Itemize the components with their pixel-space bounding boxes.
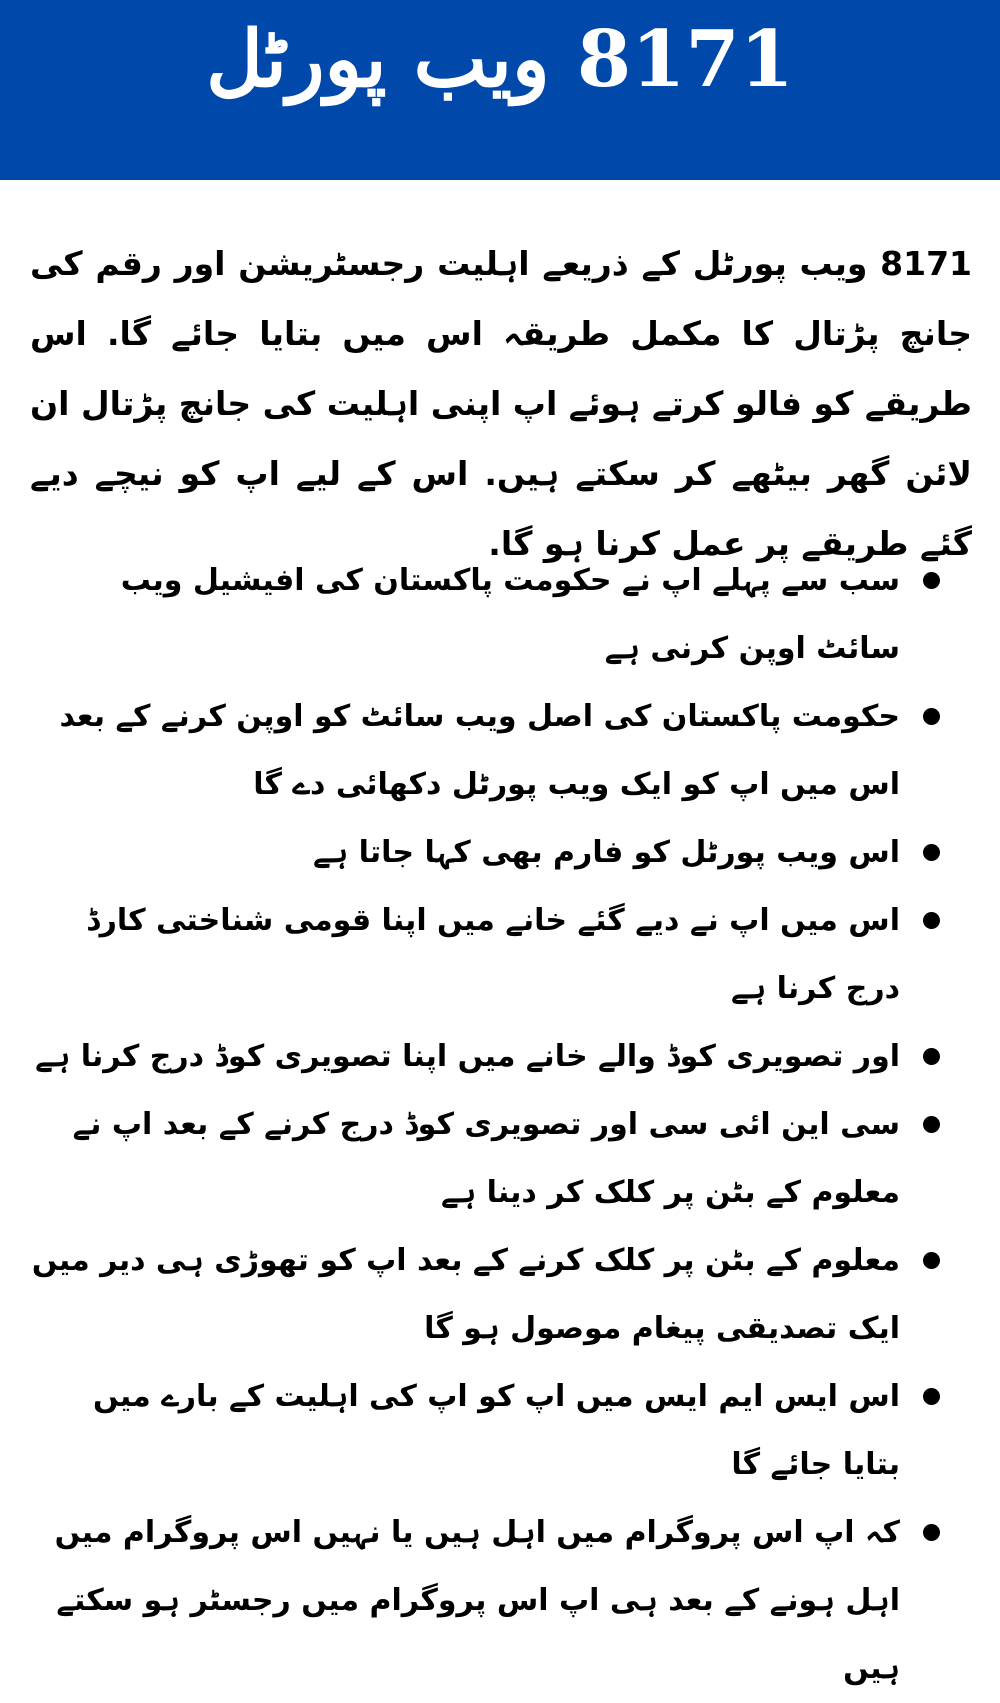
list-item xyxy=(30,1363,940,1499)
step-text: اور تصویری کوڈ والے خانے میں اپنا تصویری کوڈ درج کرنا ہے xyxy=(35,1039,900,1074)
step-text: سب سے پہلے اپ نے حکومت پاکستان کی افیشیل ویب سائٹ اوپن کرنی ہے xyxy=(120,563,900,666)
step-text: اس ویب پورٹل کو فارم بھی کہا جاتا ہے xyxy=(313,835,900,870)
bullet-icon xyxy=(923,572,940,589)
bullet-icon xyxy=(923,708,940,725)
bullet-icon xyxy=(923,1524,940,1541)
step-text: کہ اپ اس پروگرام میں اہل ہیں یا نہیں اس پروگرام میں اہل ہونے کے بعد ہی اپ اس پروگرام میں رجسٹر ہو سکتے ہیں xyxy=(54,1515,900,1686)
list-item xyxy=(30,1227,940,1363)
step-text: اس ایس ایم ایس میں اپ کو اپ کی اہلیت کے بارے میں بتایا جائے گا xyxy=(92,1379,900,1482)
list-item xyxy=(30,1091,940,1227)
list-item xyxy=(30,887,940,1023)
bullet-icon xyxy=(923,912,940,929)
page-title: 8171 ویب پورٹل xyxy=(206,13,794,105)
list-item xyxy=(30,547,940,683)
step-text: معلوم کے بٹن پر کلک کرنے کے بعد اپ کو تھوڑی ہی دیر میں ایک تصدیقی پیغام موصول ہو گا xyxy=(31,1243,900,1346)
bullet-icon xyxy=(923,1116,940,1133)
bullet-icon xyxy=(923,844,940,861)
bullet-icon xyxy=(923,1048,940,1065)
step-text: سی این ائی سی اور تصویری کوڈ درج کرنے کے بعد اپ نے معلوم کے بٹن پر کلک کر دینا ہے xyxy=(72,1107,900,1210)
bullet-icon xyxy=(923,1388,940,1405)
list-item xyxy=(30,1499,940,1703)
steps-list xyxy=(30,547,940,1703)
intro-paragraph: 8171 ویب پورٹل کے ذریعے اہلیت رجسٹریشن اور رقم کی جانچ پڑتال کا مکمل طریقہ اس میں بتایا جائے گا. اس طریقے کو فالو کرتے ہوئے اپ اپنی اہلیت کی جانچ پڑتال ان لائن گھر بیٹھے کر سکتے ہیں. اس کے لیے اپ کو نیچے دیے گئے طریقے پر عمل کرنا ہو گا. xyxy=(30,244,972,563)
list-item xyxy=(30,819,940,887)
list-item xyxy=(30,1023,940,1091)
step-text: اس میں اپ نے دیے گئے خانے میں اپنا قومی شناختی کارڈ درج کرنا ہے xyxy=(86,903,900,1006)
list-item xyxy=(30,683,940,819)
step-text: حکومت پاکستان کی اصل ویب سائٹ کو اوپن کرنے کے بعد اس میں اپ کو ایک ویب پورٹل دکھائی دے گا xyxy=(59,699,900,802)
title-banner xyxy=(0,0,1000,180)
bullet-icon xyxy=(923,1252,940,1269)
